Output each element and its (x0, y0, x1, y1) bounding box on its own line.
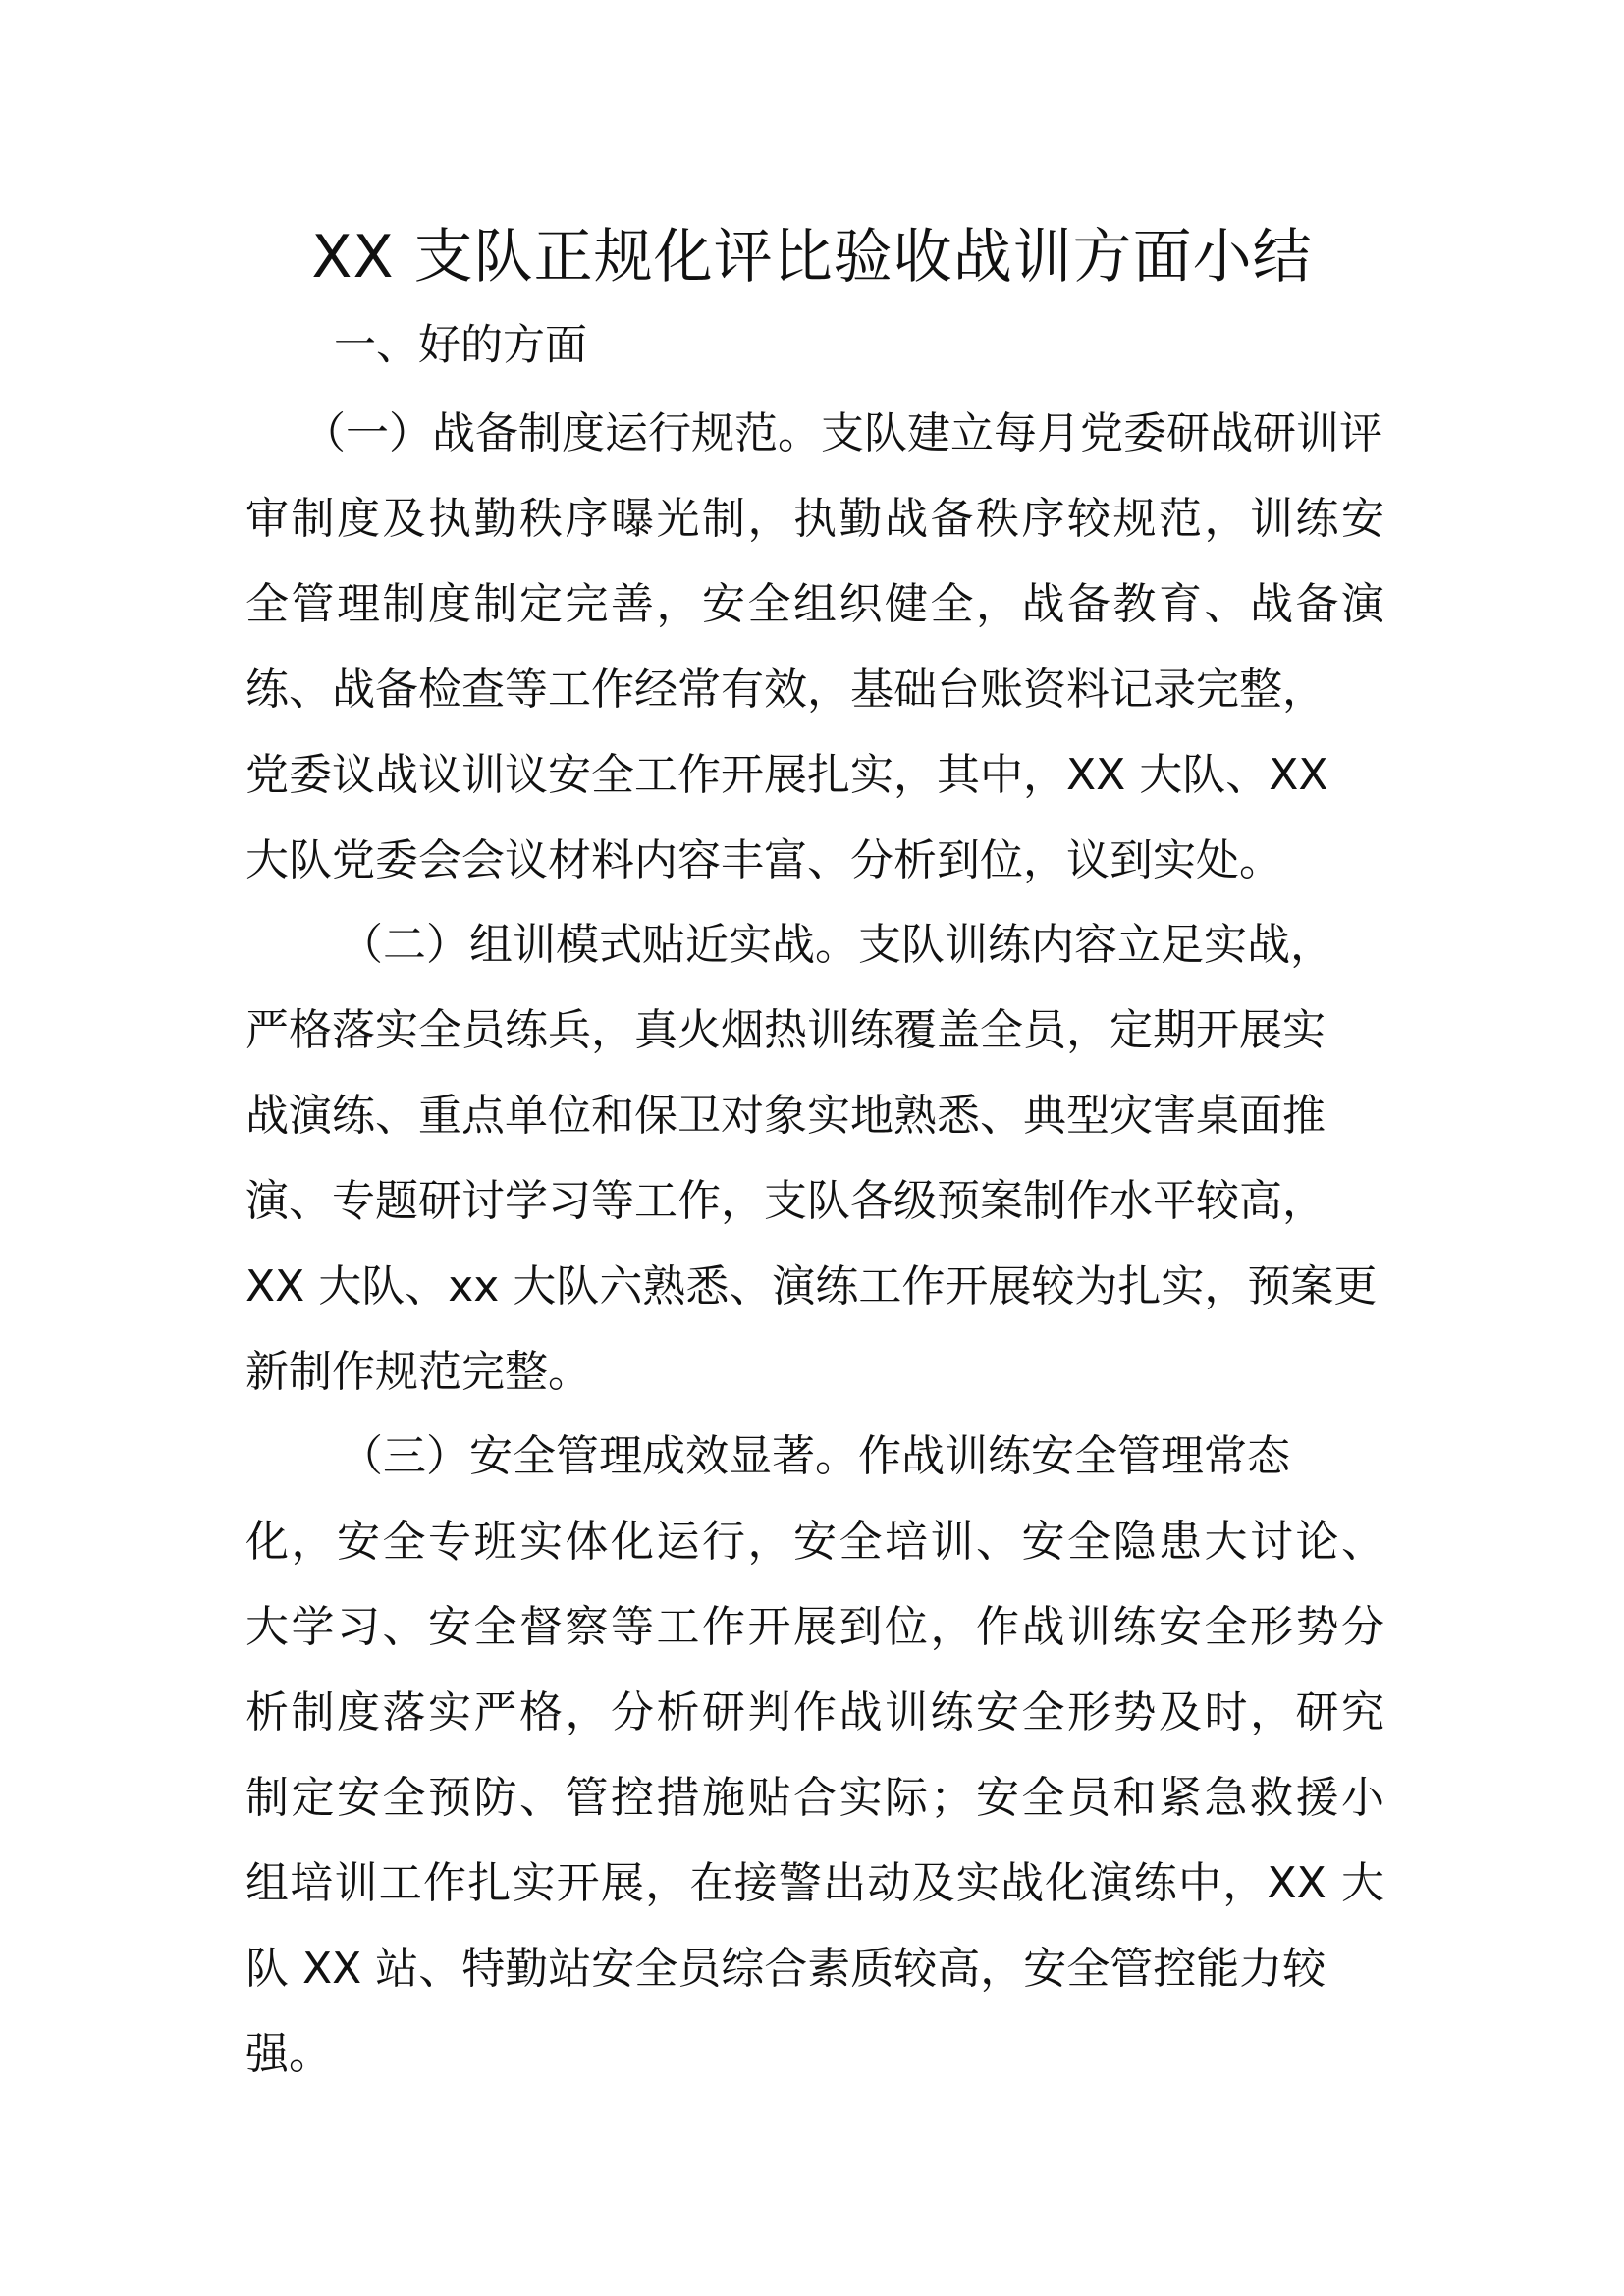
paragraph-3-line-6: 组培训工作扎实开展，在接警出动及实战化演练中，XX 大 (245, 1858, 1384, 1908)
paragraph-3-line-4: 析制度落实严格，分析研判作战训练安全形势及时，研究 (245, 1687, 1384, 1737)
document-title: XX 支队正规化评比验收战训方面小结 (311, 223, 1313, 292)
paragraph-3-line-2: 化，安全专班实体化运行，安全培训、安全隐患大讨论、 (245, 1517, 1384, 1567)
paragraph-3 (245, 1414, 1384, 2097)
paragraph-1-line-2: 审制度及执勤秩序曝光制，执勤战备秩序较规范，训练安 (245, 494, 1384, 544)
paragraph-1-line-1: （一）战备制度运行规范。支队建立每月党委研战研训评 (302, 408, 1382, 458)
paragraph-3-line-8: 强。 (245, 2029, 332, 2079)
paragraph-2 (245, 902, 1384, 1415)
paragraph-2-line-6: 新制作规范完整。 (245, 1347, 591, 1397)
paragraph-2-line-3: 战演练、重点单位和保卫对象实地熟悉、典型灾害桌面推 (245, 1091, 1326, 1141)
paragraph-2-line-4: 演、专题研讨学习等工作，支队各级预案制作水平较高， (245, 1176, 1326, 1226)
paragraph-3-line-7: 队 XX 站、特勤站安全员综合素质较高，安全管控能力较 (245, 1944, 1326, 1994)
paragraph-2-line-1: （二）组训模式贴近实战。支队训练内容立足实战， (340, 920, 1333, 970)
paragraph-3-line-3: 大学习、安全督察等工作开展到位，作战训练安全形势分 (245, 1602, 1384, 1652)
paragraph-1-line-4: 练、战备检查等工作经常有效，基础台账资料记录完整， (245, 665, 1326, 715)
paragraph-1-line-6: 大队党委会会议材料内容丰富、分析到位，议到实处。 (245, 835, 1282, 885)
paragraph-2-line-2: 严格落实全员练兵，真火烟热训练覆盖全员，定期开展实 (245, 1005, 1326, 1055)
paragraph-2-line-5: XX 大队、xx 大队六熟悉、演练工作开展较为扎实，预案更 (245, 1261, 1378, 1311)
paragraph-3-line-5: 制定安全预防、管控措施贴合实际；安全员和紧急救援小 (245, 1773, 1384, 1823)
paragraph-1-line-5: 党委议战议训议安全工作开展扎实，其中，XX 大队、XX (245, 750, 1328, 800)
section-heading: 一、好的方面 (334, 321, 587, 370)
paragraph-1 (245, 391, 1384, 903)
paragraph-1-line-3: 全管理制度制定完善，安全组织健全，战备教育、战备演 (245, 579, 1384, 629)
paragraph-3-line-1: （三）安全管理成效显著。作战训练安全管理常态 (340, 1431, 1290, 1481)
